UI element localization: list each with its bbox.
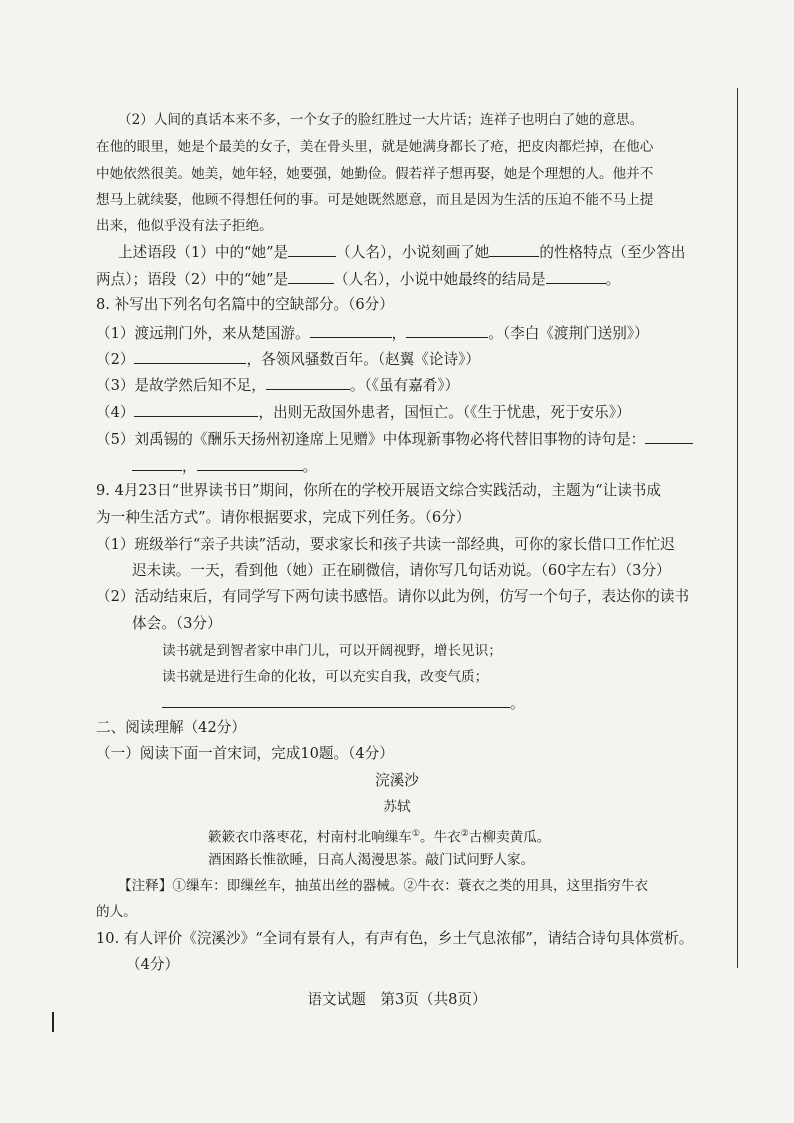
answer-blank[interactable] [266, 374, 350, 390]
question-9-sub-2-line-2: 体会。（3分） [132, 615, 222, 632]
answer-blank[interactable] [288, 241, 336, 257]
question-8-item-5-cont: ， 。 [132, 455, 317, 477]
answer-blank[interactable] [134, 401, 258, 417]
poem-note-line-1: 【注释】①缫车：即缫丝车，抽茧出丝的器械。②牛衣：蓑衣之类的用具，这里指穷牛衣 [118, 878, 649, 894]
passage-2-line-3: 中她依然很美。她美，她年轻，她要强，她勤俭。假若祥子想再娶，她是个理想的人。他并不 [96, 166, 654, 182]
question-10-line-2: （4分） [126, 956, 180, 973]
imitation-answer-line: 。 [162, 692, 525, 714]
reading-1-instruction: （一）阅读下面一首宋词，完成10题。（4分） [96, 745, 394, 762]
margin-rule [737, 88, 738, 968]
page-footer: 语文试题 第3页（共8页） [307, 991, 487, 1008]
question-8-item-4: （4） ，出则无敌国外患者，国恒亡。（《生于忧患，死于安乐》） [96, 401, 631, 423]
passage-2-line-1: （2）人间的真话本来不多，一个女子的脸红胜过一大片话；连祥子也明白了她的意思。 [118, 112, 644, 128]
answer-blank[interactable] [162, 692, 510, 708]
answer-blank[interactable] [310, 322, 392, 338]
answer-blank[interactable] [288, 268, 334, 284]
question-9-sub-1-line-2: 迟未读。一天，看到他（她）正在刷微信，请你写几句话劝说。（60字左右）（3分） [132, 562, 671, 579]
answer-blank[interactable] [546, 268, 606, 284]
answer-blank[interactable] [406, 322, 488, 338]
question-7-line-2: 两点）；语段（2）中的“她”是 （人名），小说中她最终的结局是 。 [96, 268, 620, 290]
example-sentence-1: 读书就是到智者家中串门儿，可以开阔视野，增长见识； [162, 643, 502, 659]
question-8-item-5: （5）刘禹锡的《酬乐天扬州初逢席上见赠》中体现新事物必将代替旧事物的诗句是： [96, 428, 693, 450]
passage-2-line-2: 在他的眼里，她是个最美的女子，美在骨头里，就是她满身都长了疮，把皮肉都烂掉，在他心 [96, 139, 654, 155]
poem-line-2: 酒困路长惟欲睡，日高人渴漫思茶。敲门试问野人家。 [208, 852, 535, 868]
question-8-title: 8. 补写出下列名句名篇中的空缺部分。（6分） [96, 296, 394, 313]
answer-blank[interactable] [197, 455, 303, 471]
answer-blank[interactable] [645, 428, 693, 444]
question-8-item-1: （1）渡远荆门外，来从楚国游。 ， 。（李白《渡荆门送别》） [96, 322, 649, 344]
question-10-line-1: 10. 有人评价《浣溪沙》“全词有景有人，有声有色，乡土气息浓郁”，请结合诗句具体赏析。 [96, 930, 694, 947]
passage-2-line-4: 想马上就续娶，他顾不得想任何的事。可是她既然愿意，而且是因为生活的压迫不能不马上提 [96, 192, 654, 208]
answer-blank[interactable] [134, 348, 246, 364]
poem-note-line-2: 的人。 [96, 904, 137, 920]
question-8-item-3: （3）是故学然后知不足， 。（《虽有嘉肴》） [96, 374, 459, 396]
binding-mark [52, 1012, 54, 1032]
question-7-line-1: 上述语段（1）中的“她”是 （人名），小说刻画了她 的性格特点（至少答出 [118, 241, 685, 263]
passage-2-line-5: 出来，他似乎没有法子拒绝。 [96, 218, 273, 234]
question-9-sub-1-line-1: （1）班级举行“亲子共读”活动，要求家长和孩子共读一部经典，可你的家长借口工作忙迟 [96, 536, 675, 553]
question-9-line-1: 9. 4月23日“世界读书日”期间，你所在的学校开展语文综合实践活动，主题为“让读书成 [96, 482, 661, 499]
answer-blank[interactable] [132, 455, 182, 471]
answer-blank[interactable] [489, 241, 539, 257]
section-2-title: 二、阅读理解（42分） [96, 719, 246, 736]
question-8-item-2: （2） ，各领风骚数百年。（赵翼《论诗》） [96, 348, 480, 370]
question-9-line-2: 为一种生活方式”。请你根据要求，完成下列任务。（6分） [96, 509, 471, 526]
poem-title: 浣溪沙 [375, 772, 419, 789]
poem-author: 苏轼 [383, 799, 411, 815]
question-9-sub-2-line-1: （2）活动结束后，有同学写下两句读书感悟。请你以此为例，仿写一个句子，表达你的读书 [96, 588, 690, 605]
example-sentence-2: 读书就是进行生命的化妆，可以充实自我，改变气质； [162, 669, 489, 685]
poem-line-1: 簌簌衣巾落枣花，村南村北响缫车①。牛衣②古柳卖黄瓜。 [208, 829, 551, 846]
